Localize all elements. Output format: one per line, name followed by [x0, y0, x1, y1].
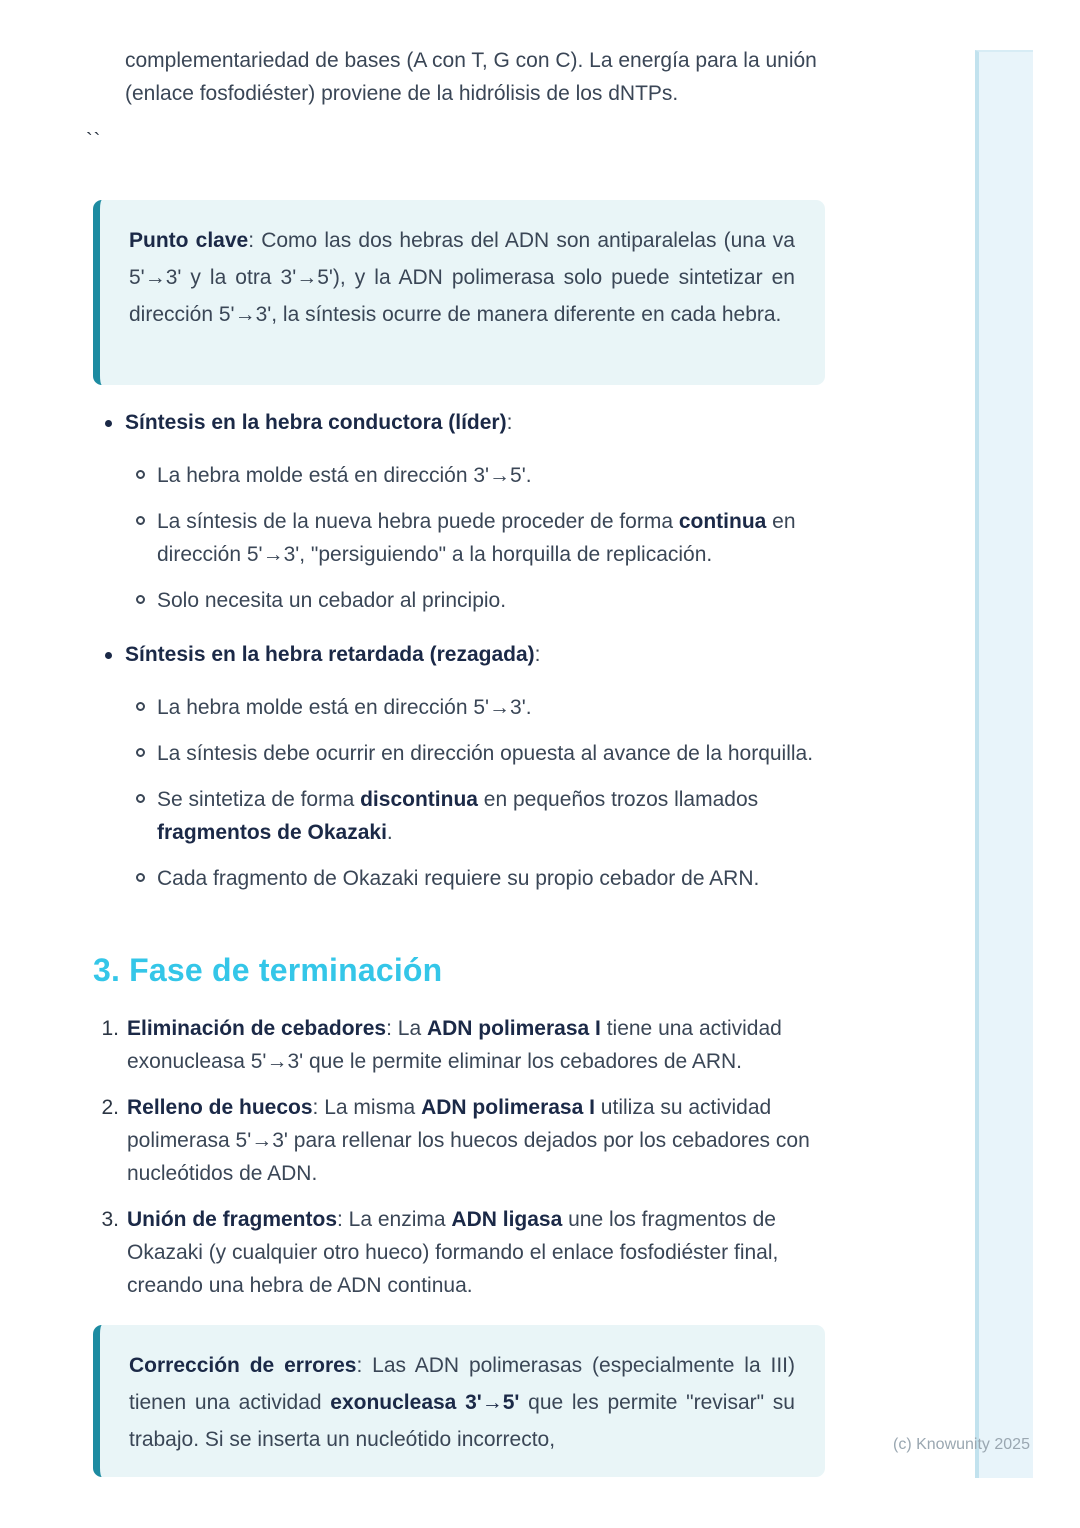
item-number: 1. — [101, 1017, 119, 1040]
circle-bullet-icon — [136, 702, 145, 711]
watermark: (c) Knowunity 2025 — [893, 1436, 1030, 1453]
circle-bullet-icon — [136, 470, 145, 479]
strand-synthesis-list — [105, 406, 821, 916]
item-number: 2. — [101, 1096, 119, 1119]
circle-bullet-icon — [136, 873, 145, 882]
bullet-title-row — [105, 638, 821, 671]
bullet-title-lagging: Síntesis en la hebra retardada (rezagada): — [125, 643, 541, 666]
bullet-lagging-strand — [105, 638, 821, 895]
bullet-title-leading: Síntesis en la hebra conductora (líder): — [125, 411, 513, 434]
section-heading-termination: 3. Fase de terminación — [93, 952, 443, 988]
numbered-item-1 — [93, 1012, 825, 1078]
list-item — [136, 783, 821, 849]
page-edge-strip — [975, 50, 1033, 1478]
numbered-item-2 — [93, 1091, 825, 1190]
bullet-leading-strand — [105, 406, 821, 617]
sub-item-text: Solo necesita un cebador al principio. — [157, 589, 507, 612]
list-item — [136, 862, 821, 895]
stray-marks: `` — [86, 130, 102, 152]
numbered-item-text: Relleno de huecos: La misma ADN polimerasa I utiliza su actividad polimerasa 5'→3' para rellenar los huecos dejados por los cebadores con nucleótidos de ADN. — [127, 1096, 810, 1185]
bullet-dot-icon — [105, 420, 112, 427]
sub-item-text: La hebra molde está en dirección 5'→3'. — [157, 696, 532, 719]
circle-bullet-icon — [136, 516, 145, 525]
circle-bullet-icon — [136, 794, 145, 803]
sub-item-text: Cada fragmento de Okazaki requiere su propio cebador de ARN. — [157, 867, 760, 890]
intro-paragraph: complementariedad de bases (A con T, G con C). La energía para la unión (enlace fosfodiéster) proviene de la hidrólisis de los dNTPs. — [125, 49, 817, 105]
key-point-text: Punto clave: Como las dos hebras del ADN son antiparalelas (una va 5'→3' y la otra 3'→5'), y la ADN polimerasa solo puede sintetizar en dirección 5'→3', la síntesis ocurre de manera diferente en cada hebra. — [129, 229, 795, 326]
circle-bullet-icon — [136, 748, 145, 757]
sub-item-text: La síntesis de la nueva hebra puede proceder de forma continua en dirección 5'→3', "persiguiendo" a la horquilla de replicación. — [157, 510, 796, 566]
bullet-title-row — [105, 406, 821, 439]
list-item — [136, 505, 821, 571]
error-correction-callout — [93, 1325, 825, 1477]
sub-item-text: La síntesis debe ocurrir en dirección opuesta al avance de la horquilla. — [157, 742, 814, 765]
list-item — [136, 459, 821, 492]
leading-strand-sublist — [136, 459, 821, 617]
key-point-callout — [93, 200, 825, 385]
sub-item-text: La hebra molde está en dirección 3'→5'. — [157, 464, 532, 487]
list-item — [136, 584, 821, 617]
numbered-item-3 — [93, 1203, 825, 1302]
list-item — [136, 737, 821, 770]
sub-item-text: Se sintetiza de forma discontinua en pequeños trozos llamados fragmentos de Okazaki. — [157, 788, 759, 844]
bullet-dot-icon — [105, 652, 112, 659]
numbered-item-text: Unión de fragmentos: La enzima ADN ligasa une los fragmentos de Okazaki (y cualquier otro hueco) formando el enlace fosfodiéster final, creando una hebra de ADN continua. — [127, 1208, 779, 1297]
item-number: 3. — [101, 1208, 119, 1231]
lagging-strand-sublist — [136, 691, 821, 895]
numbered-item-text: Eliminación de cebadores: La ADN polimerasa I tiene una actividad exonucleasa 5'→3' que le permite eliminar los cebadores de ARN. — [127, 1017, 782, 1073]
termination-steps-list — [93, 1012, 825, 1315]
error-correction-text: Corrección de errores: Las ADN polimerasas (especialmente la III) tienen una actividad exonucleasa 3'→5' que les permite "revisar" su trabajo. Si se inserta un nucleótido incorrecto, — [129, 1354, 795, 1451]
list-item — [136, 691, 821, 724]
circle-bullet-icon — [136, 595, 145, 604]
